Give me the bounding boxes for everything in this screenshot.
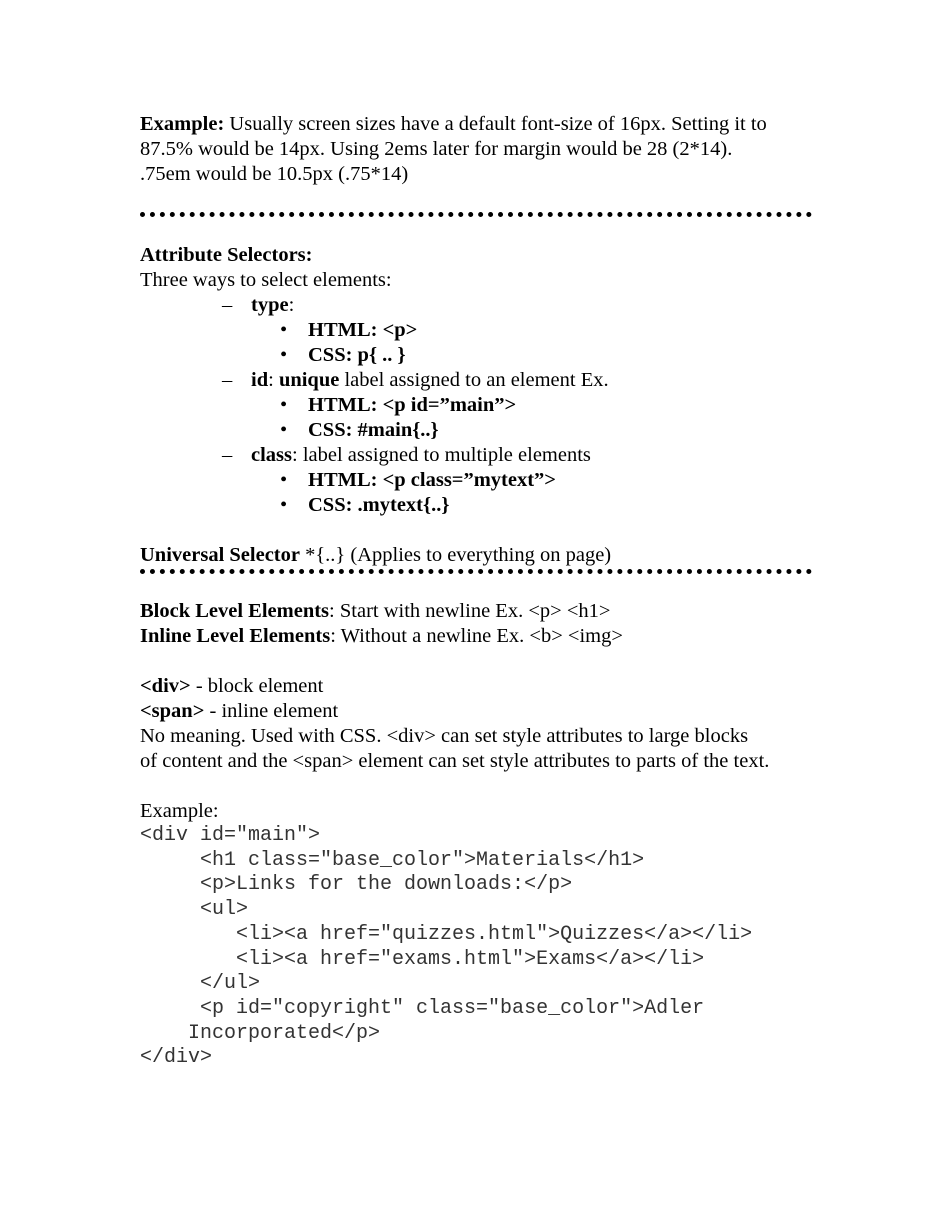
type-html-text: HTML: <p> — [308, 319, 418, 341]
div-rest: - block element — [190, 675, 324, 697]
universal-term: Universal Selector — [140, 544, 300, 566]
id-item — [222, 368, 609, 393]
id-html-text: HTML: <p id=”main”> — [308, 394, 517, 416]
class-css-text: CSS: .mytext{..} — [308, 494, 450, 516]
bullet-marker: • — [280, 494, 288, 516]
id-css-bullet — [280, 418, 439, 443]
code-line: <div id="main"> — [140, 824, 321, 847]
class-rest: : label assigned to multiple elements — [292, 444, 591, 466]
dash-marker: – — [222, 294, 233, 316]
div-span-desc-1: No meaning. Used with CSS. <div> can set style attributes to large blocks — [140, 725, 749, 747]
code-line: <h1 class="base_color">Materials</h1> — [140, 848, 645, 872]
type-rest: : — [288, 294, 295, 316]
inline-term: Inline Level Elements — [140, 625, 331, 647]
type-item — [222, 293, 294, 318]
dash-marker: – — [222, 369, 233, 391]
block-rest: : Start with newline Ex. <p> <h1> — [329, 600, 611, 622]
attribute-selectors-heading — [140, 243, 312, 268]
block-term: Block Level Elements — [140, 600, 330, 622]
inline-level-line — [140, 624, 623, 649]
inline-rest: : Without a newline Ex. <b> <img> — [330, 625, 623, 647]
span-rest: - inline element — [204, 700, 339, 722]
class-html-bullet — [280, 468, 556, 493]
example-line-1 — [140, 112, 767, 137]
bullet-marker: • — [280, 344, 288, 366]
div-term: <div> — [140, 675, 191, 697]
id-rest: label assigned to an element Ex. — [339, 369, 609, 391]
span-line — [140, 699, 338, 724]
section-divider-1 — [140, 212, 812, 217]
attribute-selectors-heading-text: Attribute Selectors: — [140, 244, 313, 266]
type-term: type — [251, 294, 289, 316]
example-line-3: .75em would be 10.5px (.75*14) — [140, 163, 409, 185]
bullet-marker: • — [280, 394, 288, 416]
bullet-marker: • — [280, 469, 288, 491]
example-line-1-text: Usually screen sizes have a default font-size of 16px. Setting it to — [224, 113, 767, 135]
class-item — [222, 443, 591, 468]
id-html-bullet — [280, 393, 516, 418]
example-line-2: 87.5% would be 14px. Using 2ems later for margin would be 28 (2*14). — [140, 138, 733, 160]
div-span-desc-2: of content and the <span> element can set style attributes to parts of the text. — [140, 750, 770, 772]
id-term: id — [251, 369, 269, 391]
span-term: <span> — [140, 700, 205, 722]
code-example-label: Example: — [140, 800, 219, 822]
bullet-marker: • — [280, 319, 288, 341]
type-html-bullet — [280, 318, 417, 343]
div-line — [140, 674, 323, 699]
universal-rest: *{..} (Applies to everything on page) — [299, 544, 612, 566]
code-line: <li><a href="quizzes.html">Quizzes</a></li> — [140, 922, 753, 946]
block-level-line — [140, 599, 610, 624]
class-css-bullet — [280, 493, 449, 518]
class-term: class — [251, 444, 292, 466]
code-line: <ul> — [140, 898, 249, 922]
code-line: Incorporated</p> — [140, 1021, 381, 1045]
type-css-text: CSS: p{ .. } — [308, 344, 406, 366]
code-line: <p id="copyright" class="base_color">Adler — [140, 996, 705, 1020]
universal-selector-line — [140, 543, 611, 568]
bullet-marker: • — [280, 419, 288, 441]
attribute-selectors-intro: Three ways to select elements: — [140, 269, 392, 291]
type-css-bullet — [280, 343, 406, 368]
class-html-text: HTML: <p class=”mytext”> — [308, 469, 556, 491]
code-line: </div> — [140, 1046, 213, 1070]
example-label: Example: — [140, 113, 225, 135]
code-line: </ul> — [140, 972, 261, 996]
section-divider-2 — [140, 569, 812, 574]
id-colon: : — [268, 369, 279, 391]
dash-marker: – — [222, 444, 233, 466]
code-line: <p>Links for the downloads:</p> — [140, 873, 573, 897]
code-block — [140, 824, 752, 1071]
id-css-text: CSS: #main{..} — [308, 419, 439, 441]
id-unique: unique — [278, 369, 340, 391]
code-line: <li><a href="exams.html">Exams</a></li> — [140, 947, 705, 971]
